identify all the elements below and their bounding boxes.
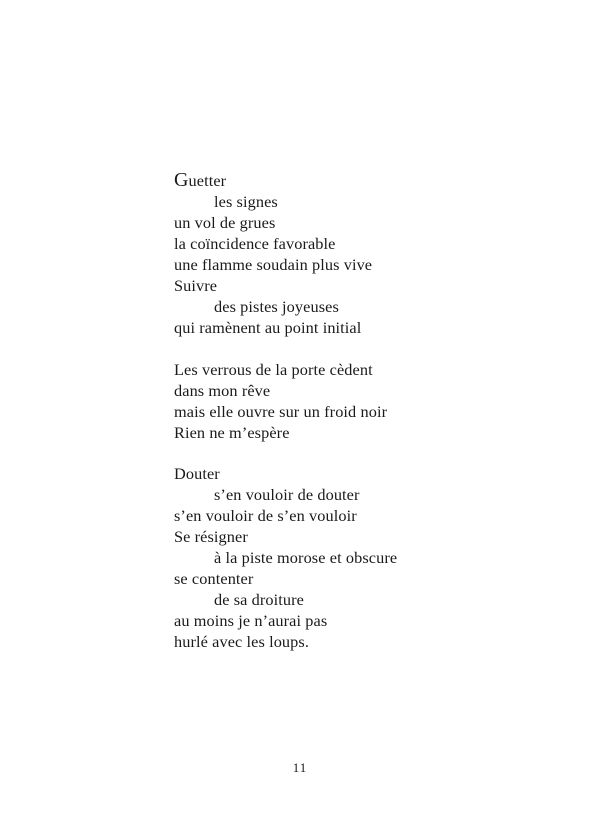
poem-line: les signes <box>214 192 278 211</box>
poem-line: la coïncidence favorable <box>174 234 336 253</box>
poem-line: Suivre <box>174 276 218 295</box>
poem-line: une flamme soudain plus vive <box>174 255 373 274</box>
poem-line: dans mon rêve <box>174 380 271 400</box>
poem-line: un vol de grues <box>174 213 276 232</box>
drop-cap: G <box>174 169 189 191</box>
poem-line <box>174 170 534 191</box>
poem-line: qui ramènent au point initial <box>174 318 362 337</box>
poem-line: Rien ne m’espère <box>174 422 290 442</box>
poem-line: se contenter <box>174 569 254 588</box>
poem-line: hurlé avec les loups. <box>174 632 310 651</box>
poem-line: Se résigner <box>174 527 248 546</box>
page-number: 11 <box>292 760 308 775</box>
poem-line: Les verrous de la porte cèdent <box>174 359 373 379</box>
poem-line: Douter <box>174 464 220 483</box>
poem-line: mais elle ouvre sur un froid noir <box>174 401 388 421</box>
poem-line: de sa droiture <box>214 590 305 609</box>
stanza-1 <box>174 170 534 338</box>
poem-line: des pistes joyeuses <box>214 297 339 316</box>
poem <box>174 170 534 673</box>
poem-line: au moins je n’aurai pas <box>174 611 328 630</box>
poem-line: à la piste morose et obscure <box>214 548 398 567</box>
poem-line: s’en vouloir de s’en vouloir <box>174 506 357 525</box>
stanza-3 <box>174 463 534 652</box>
first-line-rest: uetter <box>188 171 227 190</box>
poem-line: s’en vouloir de douter <box>214 485 360 504</box>
stanza-2 <box>174 359 534 443</box>
